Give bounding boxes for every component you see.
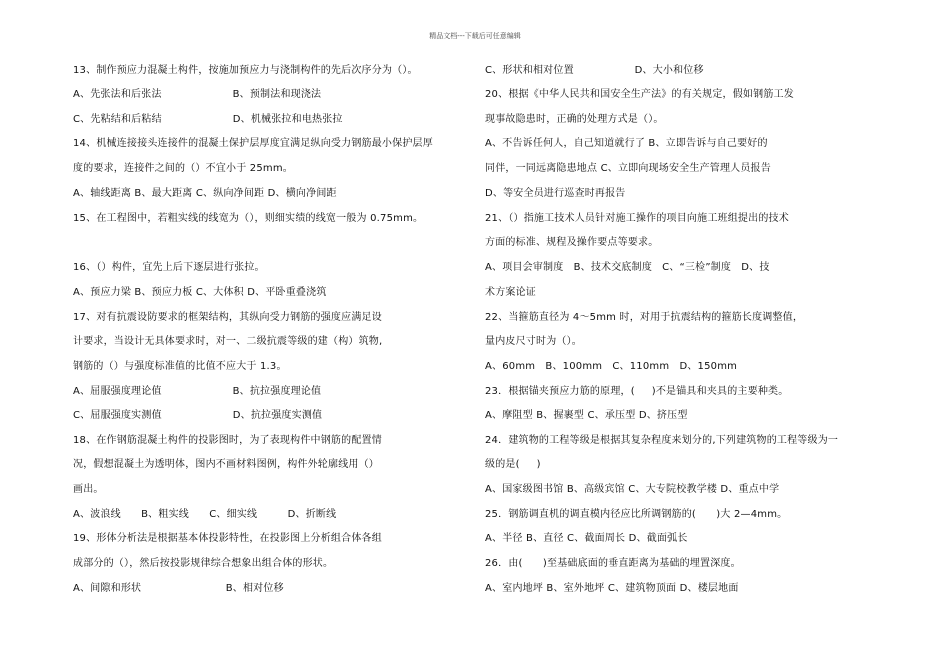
text-line: D、等安全员进行巡查时再报告 bbox=[485, 188, 626, 199]
text-line: A、半径 B、直径 C、截面周长 D、截面弧长 bbox=[485, 533, 688, 544]
text-line: A、屈服强度理论值 B、抗拉强度理论值 bbox=[73, 386, 322, 397]
text-line: A、先张法和后张法 B、预制法和现浇法 bbox=[73, 89, 322, 100]
text-line: 术方案论证 bbox=[485, 287, 536, 298]
text-line: 量内皮尺寸时为（）。 bbox=[485, 336, 582, 347]
text-line: A、国家级图书馆 B、高级宾馆 C、大专院校教学楼 D、重点中学 bbox=[485, 484, 780, 495]
text-line: 成部分的（），然后按投影规律综合想象出组合体的形状。 bbox=[73, 558, 334, 569]
page-header: 精品文档---下载后可任意编辑 bbox=[429, 32, 521, 40]
text-line: 21、（）指施工技术人员针对施工操作的项目向施工班组提出的技术 bbox=[485, 213, 789, 224]
text-line: 17、对有抗震设防要求的框架结构，其纵向受力钢筋的强度应满足设 bbox=[73, 312, 382, 323]
text-line: A、不告诉任何人，自己知道就行了 B、立即告诉与自己要好的 bbox=[485, 138, 768, 149]
text-line: A、室内地坪 B、室外地坪 C、建筑物顶面 D、楼层地面 bbox=[485, 583, 739, 594]
text-line: A、轴线距离 B、最大距离 C、纵向净间距 D、横向净间距 bbox=[73, 188, 337, 199]
text-line: 现事故隐患时，正确的处理方式是（）。 bbox=[485, 114, 664, 125]
text-line: 26．由( )至基础底面的垂直距离为基础的埋置深度。 bbox=[485, 558, 741, 569]
text-line: A、60mm B、100mm C、110mm D、150mm bbox=[485, 361, 738, 372]
text-line: 14、机械连接接头连接件的混凝土保护层厚度宜满足纵向受力钢筋最小保护层厚 bbox=[73, 138, 433, 149]
text-line: C、屈服强度实测值 D、抗拉强度实测值 bbox=[73, 410, 323, 421]
text-line: 钢筋的（）与强度标准值的比值不应大于 1.3。 bbox=[73, 361, 287, 372]
text-line: 计要求，当设计无具体要求时，对一、二级抗震等级的建（构）筑物, bbox=[73, 336, 383, 347]
text-line: 16、（）构件，宜先上后下逐层进行张拉。 bbox=[73, 262, 265, 273]
text-line: A、波浪线 B、粗实线 C、细实线 D、折断线 bbox=[73, 509, 337, 520]
text-line: A、项目会审制度 B、技术交底制度 C、“三检”制度 D、技 bbox=[485, 262, 770, 273]
text-line: A、摩阻型 B、握裹型 C、承压型 D、挤压型 bbox=[485, 410, 688, 421]
text-line: 25．钢筋调直机的调直模内径应比所调钢筋的( )大 2—4mm。 bbox=[485, 509, 788, 520]
text-line: 度的要求，连接件之间的（）不宜小于 25mm。 bbox=[73, 163, 293, 174]
text-line: 18、在作钢筋混凝土构件的投影图时，为了表现构件中钢筋的配置情 bbox=[73, 435, 382, 446]
text-line: A、间隙和形状 B、相对位移 bbox=[73, 583, 284, 594]
text-line: 24．建筑物的工程等级是根据其复杂程度来划分的,下列建筑物的工程等级为一 bbox=[485, 435, 839, 446]
text-line: 19、形体分析法是根据基本体投影特性，在投影图上分析组合体各组 bbox=[73, 533, 382, 544]
text-line: 级的是( ) bbox=[485, 459, 541, 470]
text-line: 画出。 bbox=[73, 484, 104, 495]
text-line: 23．根据锚夹预应力筋的原理，( )不是锚具和夹具的主要种类。 bbox=[485, 386, 789, 397]
text-line: C、形状和相对位置 D、大小和位移 bbox=[485, 65, 704, 76]
text-line: 22、当箍筋直径为 4～5mm 时，对用于抗震结构的箍筋长度调整值， bbox=[485, 312, 804, 323]
text-line: 15、在工程图中，若粗实线的线宽为（），则细实绩的线宽一般为 0.75mm。 bbox=[73, 213, 424, 224]
text-line: 方面的标准、规程及操作要点等要求。 bbox=[485, 237, 659, 248]
text-line: 13、制作预应力混凝土构件，按施加预应力与浇制构件的先后次序分为（）。 bbox=[73, 65, 418, 76]
text-line: 况，假想混凝土为透明体，图内不画材料图例，构件外轮廓线用（） bbox=[73, 459, 379, 470]
text-line: 20、根据《中华人民共和国安全生产法》的有关规定，假如钢筋工发 bbox=[485, 89, 794, 100]
text-line: A、预应力梁 B、预应力板 C、大体积 D、平卧重叠浇筑 bbox=[73, 287, 327, 298]
text-line: 同伴，一同远离隐患地点 C、立即向现场安全生产管理人员报告 bbox=[485, 163, 771, 174]
text-line: C、先粘结和后粘结 D、机械张拉和电热张拉 bbox=[73, 114, 343, 125]
